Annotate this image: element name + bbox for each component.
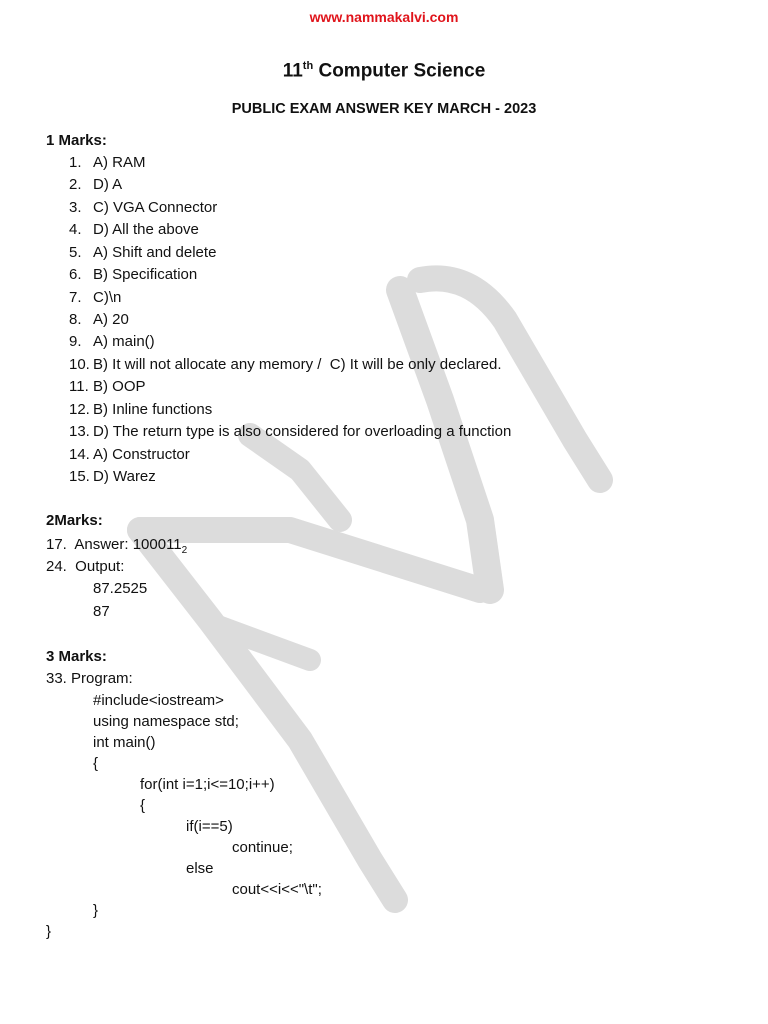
answer-number: 9. [69, 333, 82, 350]
code-line: #include<iostream> [93, 692, 224, 709]
code-line: using namespace std; [93, 713, 239, 730]
page-subtitle: PUBLIC EXAM ANSWER KEY MARCH - 2023 [231, 101, 537, 117]
title-grade: 11 [282, 60, 303, 82]
answer-text: D) The return type is also considered for overloading a function [93, 423, 512, 440]
answer-text: C)\n [93, 289, 122, 306]
answer-text: B) Specification [93, 266, 198, 283]
code-line: for(int i=1;i<=10;i++) [140, 776, 275, 793]
answer-text: B) OOP [93, 378, 146, 395]
code-line: if(i==5) [186, 818, 233, 835]
answer-text: B) Inline functions [93, 401, 213, 418]
code-line: continue; [232, 839, 293, 856]
answer-text: A) Constructor [93, 446, 190, 463]
answer-number: 8. [69, 311, 82, 328]
site-url[interactable]: www.nammakalvi.com [309, 9, 459, 25]
one-marks-heading: 1 Marks: [46, 132, 107, 149]
answer-text: C) VGA Connector [93, 199, 218, 216]
answer-text: D) All the above [93, 221, 199, 238]
page-title [0, 60, 768, 82]
answer-text: A) RAM [93, 154, 146, 171]
output-line: 87.2525 [93, 580, 148, 597]
answer-17-text: 17. Answer: 100011 [46, 536, 182, 553]
answer-number: 11. [69, 378, 89, 395]
code-line: else [186, 860, 214, 877]
answer-number: 4. [69, 221, 82, 238]
answer-33-label: 33. Program: [46, 670, 133, 687]
answer-text: D) A [93, 176, 123, 193]
answer-text: D) Warez [93, 468, 156, 485]
code-line: { [93, 755, 99, 772]
answer-number: 12. [69, 401, 90, 418]
answer-number: 7. [69, 289, 82, 306]
code-line: } [46, 923, 52, 940]
answer-text: A) 20 [93, 311, 129, 328]
answer-text: B) It will not allocate any memory / C) It will be only declared. [93, 356, 502, 373]
answer-number: 14. [69, 446, 90, 463]
code-line: cout<<i<<"\t"; [232, 881, 322, 898]
answer-17-base: 2 [181, 545, 188, 556]
answer-number: 10. [69, 356, 90, 373]
title-rest: Computer Science [313, 60, 486, 82]
answer-number: 3. [69, 199, 82, 216]
code-line: } [93, 902, 99, 919]
code-line: { [140, 797, 146, 814]
code-line: int main() [93, 734, 156, 751]
two-marks-heading: 2Marks: [46, 512, 103, 529]
answer-text: A) main() [93, 333, 155, 350]
answer-24-label: 24. Output: [46, 558, 125, 575]
answer-text: A) Shift and delete [93, 244, 217, 261]
answer-number: 1. [69, 154, 82, 171]
answer-number: 15. [69, 468, 90, 485]
three-marks-heading: 3 Marks: [46, 648, 107, 665]
answer-number: 6. [69, 266, 82, 283]
answer-number: 2. [69, 176, 82, 193]
output-line: 87 [93, 603, 110, 620]
answer-number: 5. [69, 244, 82, 261]
answer-number: 13. [69, 423, 90, 440]
title-sup: th [302, 60, 314, 72]
